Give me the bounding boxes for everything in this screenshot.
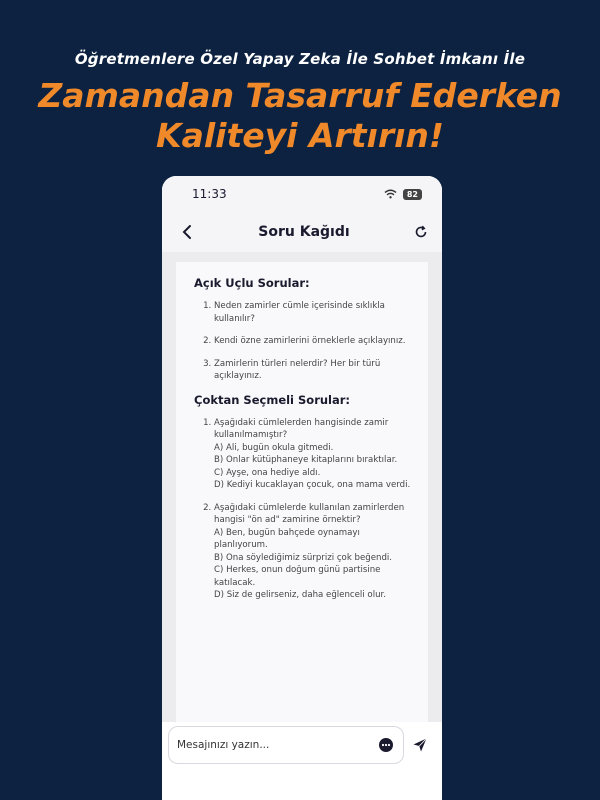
option-a: A) Ali, bugün okula gitmedi. [214,442,334,453]
open-questions-list [194,300,414,383]
option-c: C) Herkes, onun doğum günü partisine katılacak. [214,565,381,588]
section-title-mc: Çoktan Seçmeli Sorular: [194,392,351,407]
page-title: Soru Kağıdı [258,224,350,240]
status-time: 11:33 [192,187,227,201]
mc-questions-list [194,417,414,602]
wifi-icon [384,189,397,199]
list-item [214,417,414,492]
option-d: D) Kediyi kucaklayan çocuk, ona mama verdi. [214,480,411,490]
list-item: 2. Kendi özne zamirlerini örneklerle açıklayınız. [214,335,414,348]
option-a: A) Ben, bugün bahçede oynamayı planlıyorum. [214,527,360,550]
option-c: C) Ayşe, ona hediye aldı. [214,467,321,478]
question-sheet [176,262,428,722]
message-input[interactable] [168,726,404,764]
list-item [214,502,414,602]
battery-indicator: 82 [403,189,422,200]
status-bar [162,176,442,212]
hero-title-line1: Zamandan Tasarruf Ederken [38,76,562,115]
back-button[interactable] [176,221,198,243]
message-input-placeholder: Mesajınızı yazın... [177,739,270,751]
option-b: B) Onlar kütüphaneye kitaplarını bıraktılar. [214,455,398,465]
hero-title-line2: Kaliteyi Artırın! [156,116,444,155]
list-item: 3. Zamirlerin türleri nelerdir? Her bir türü açıklayınız. [214,358,414,383]
list-item: 1. Neden zamirler cümle içerisinde sıklıkla kullanılır? [214,300,414,325]
content-area[interactable] [162,252,442,722]
option-b: B) Ona söylediğimiz sürprizi çok beğendi. [214,552,393,563]
message-bar [162,722,442,800]
hero-title [0,76,600,156]
refresh-icon [414,225,428,239]
nav-bar [162,212,442,252]
send-button[interactable] [404,726,436,764]
send-icon [412,737,428,753]
question-text: 2. Aşağıdaki cümlelerde kullanılan zamirlerden hangisi "ön ad" zamirine örnektir? [214,502,405,525]
hero-subtitle: Öğretmenlere Özel Yapay Zeka İle Sohbet İmkanı İle [74,50,526,68]
question-text: 1. Aşağıdaki cümlelerden hangisinde zamir kullanılmamıştır? [214,417,389,440]
option-d: D) Siz de gelirseniz, daha eğlenceli olur. [214,590,387,600]
status-icons [384,189,422,200]
refresh-button[interactable] [410,221,432,243]
section-title-open: Açık Uçlu Sorular: [194,276,310,290]
phone-screen [162,176,442,800]
more-dots-icon[interactable] [379,738,393,752]
chevron-left-icon [182,224,192,240]
